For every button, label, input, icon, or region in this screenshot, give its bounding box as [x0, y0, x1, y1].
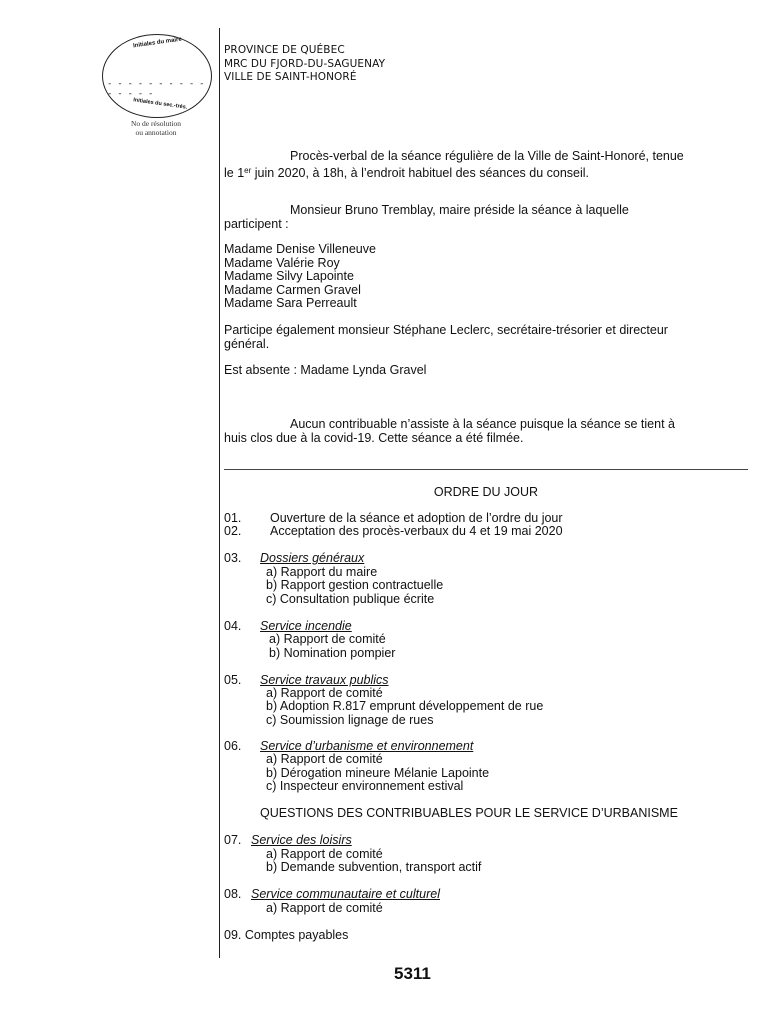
also-line1: Participe également monsieur Stéphane Leclerc, secrétaire-trésorier et directeur [224, 323, 668, 337]
agenda-subitem: c) Consultation publique écrite [266, 592, 435, 606]
intro-line1: Procès-verbal de la séance régulière de la Ville de Saint-Honoré, tenue [290, 149, 684, 163]
resolution-note-line1: No de résolution [131, 119, 181, 128]
closed-session-paragraph [224, 418, 750, 445]
agenda-item-05-number: 05. [224, 673, 242, 687]
agenda-item-06-number: 06. [224, 739, 242, 753]
mayor-line2: participent : [224, 216, 289, 231]
agenda-subitem: a) Rapport de comité [266, 686, 383, 700]
agenda-item-01: Ouverture de la séance et adoption de l’ordre du jour [270, 511, 563, 525]
resolution-note [100, 120, 212, 137]
agenda-subitem: c) Soumission lignage de rues [266, 713, 434, 727]
header-mrc: MRC DU FJORD-DU-SAGUENAY [224, 57, 386, 70]
participant: Madame Silvy Lapointe [224, 269, 354, 283]
closed-line2: huis clos due à la covid-19. Cette séance a été filmée. [224, 430, 524, 445]
agenda-item-02-number: 02. [224, 524, 242, 538]
agenda-subitem: a) Rapport de comité [269, 632, 386, 646]
agenda-item-03-number: 03. [224, 551, 242, 565]
agenda-subitem: c) Inspecteur environnement estival [266, 779, 464, 793]
agenda-item-03: Dossiers généraux [260, 551, 365, 565]
agenda-item-09: 09. Comptes payables [224, 928, 349, 942]
agenda-item-05: Service travaux publics [260, 673, 389, 687]
agenda-item-06: Service d’urbanisme et environnement [260, 739, 474, 753]
header-province: PROVINCE DE QUÉBEC [224, 44, 345, 56]
participant: Madame Valérie Roy [224, 255, 340, 270]
intro-sup: er [244, 165, 252, 175]
agenda-subitem: b) Rapport gestion contractuelle [266, 578, 444, 592]
document-header [224, 44, 385, 85]
agenda-item-04-number: 04. [224, 619, 242, 633]
agenda-item-01-number: 01. [224, 511, 242, 525]
agenda-item-07-number: 07. [224, 833, 242, 847]
agenda-subitem: b) Demande subvention, transport actif [266, 860, 482, 874]
also-line2: général. [224, 336, 270, 351]
participant: Madame Denise Villeneuve [224, 242, 376, 256]
agenda-subitem: a) Rapport du maire [266, 565, 378, 579]
agenda-title: ORDRE DU JOUR [433, 485, 539, 499]
agenda-subitem: a) Rapport de comité [266, 752, 383, 766]
agenda-item-08-number: 08. [224, 887, 242, 901]
agenda-item-04: Service incendie [260, 619, 352, 633]
agenda-subitem: a) Rapport de comité [266, 901, 383, 915]
agenda-item-02: Acceptation des procès-verbaux du 4 et 19 mai 2020 [270, 524, 563, 538]
participants-list [224, 243, 750, 311]
intro-paragraph [224, 150, 750, 180]
agenda-subitem: b) Dérogation mineure Mélanie Lapointe [266, 766, 490, 780]
intro-line2b: juin 2020, à 18h, à l’endroit habituel des séances du conseil. [251, 165, 590, 180]
mayor-line1: Monsieur Bruno Tremblay, maire préside la séance à laquelle [290, 203, 629, 217]
seal-dashed-line: - - - - - - - - - - - - - - - [107, 79, 205, 99]
closed-line1: Aucun contribuable n’assiste à la séance puisque la séance se tient à [290, 417, 675, 431]
also-present-paragraph [224, 324, 750, 351]
agenda-subitem: b) Adoption R.817 emprunt développement de rue [266, 699, 544, 713]
seal-mayor-initials-label: Initiales du maire [132, 36, 183, 50]
agenda-subitem: a) Rapport de comité [266, 847, 383, 861]
agenda-item-08: Service communautaire et culturel [251, 887, 440, 901]
initials-seal [102, 34, 212, 118]
participant: Madame Sara Perreault [224, 296, 357, 310]
absent-line: Est absente : Madame Lynda Gravel [224, 363, 427, 377]
resolution-note-line2: ou annotation [135, 127, 177, 137]
margin-divider [219, 28, 220, 958]
public-questions-heading: QUESTIONS DES CONTRIBUABLES POUR LE SERVICE D’URBANISME [260, 806, 678, 820]
intro-line2a: le 1 [224, 165, 245, 180]
seal-secretary-initials-label: Initiales du sec.-trés. [132, 97, 188, 111]
section-separator [224, 469, 748, 470]
header-city: VILLE DE SAINT-HONORÉ [224, 71, 357, 83]
agenda-subitem: b) Nomination pompier [269, 646, 396, 660]
participant: Madame Carmen Gravel [224, 282, 361, 297]
agenda-item-07: Service des loisirs [251, 833, 352, 847]
mayor-paragraph [224, 204, 750, 231]
page-number: 5311 [394, 964, 431, 983]
